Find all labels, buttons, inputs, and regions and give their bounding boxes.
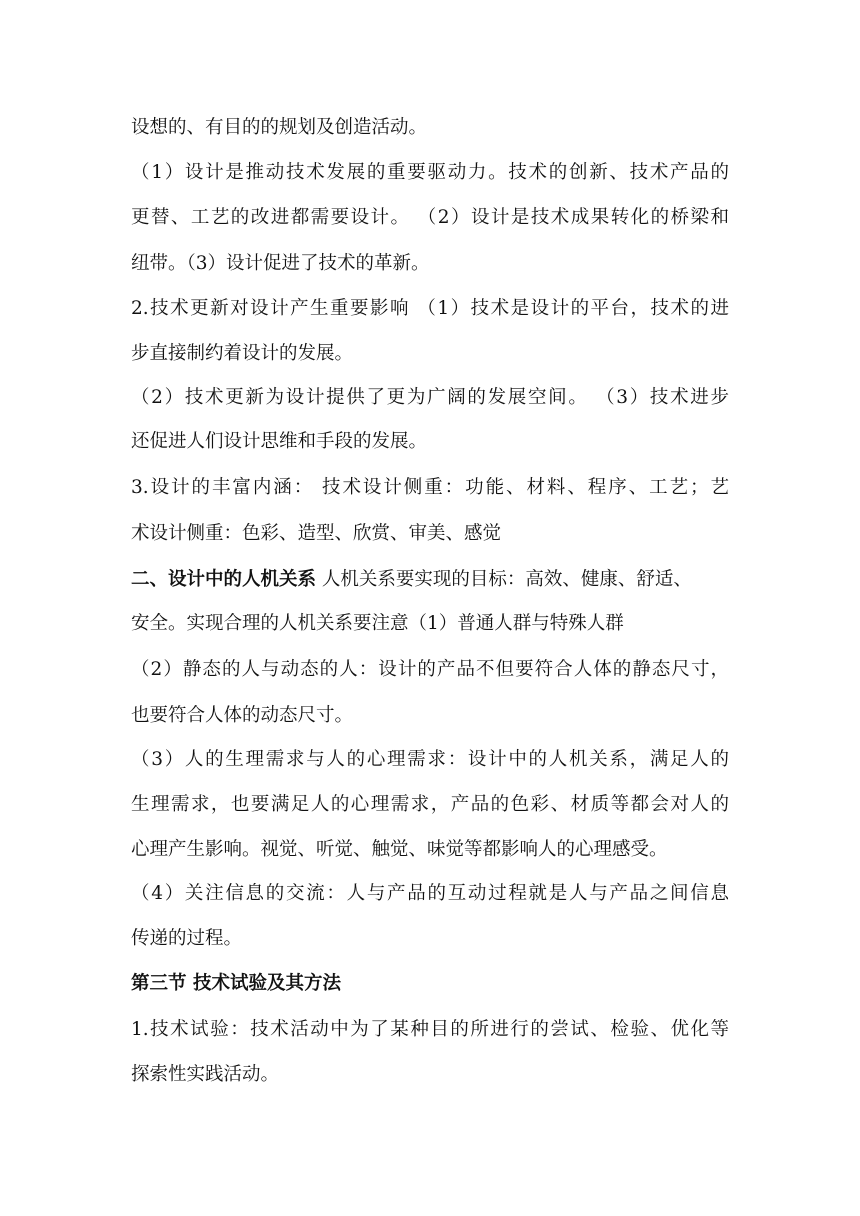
text-line: 步直接制约着设计的发展。 [131,343,354,364]
text-line: （2）静态的人与动态的人：设计的产品不但要符合人体的静态尺寸， [131,659,729,680]
section-heading-line [131,566,729,594]
text-line: （1）设计是推动技术发展的重要驱动力。技术的创新、技术产品的 [131,162,729,183]
text-line: 更替、工艺的改进都需要设计。 （2）设计是技术成果转化的桥梁和 [131,207,729,228]
text-line: （3）人的生理需求与人的心理需求：设计中的人机关系，满足人的 [131,749,729,770]
text-line: 还促进人们设计思维和手段的发展。 [131,431,428,452]
text-line: 也要符合人体的动态尺寸。 [131,705,354,726]
text-line: 安全。实现合理的人机关系要注意（1）普通人群与特殊人群 [131,613,624,634]
text-line: 设想的、有目的的规划及创造活动。 [131,117,428,138]
text-span: 人机关系要实现的目标：高效、健康、舒适、 [316,569,692,590]
text-line: 术设计侧重：色彩、造型、欣赏、审美、感觉 [131,523,502,544]
text-line: 纽带。（3）设计促进了技术的革新。 [131,253,430,274]
section-heading: 二、设计中的人机关系 [131,569,317,590]
text-line: （2）技术更新为设计提供了更为广阔的发展空间。 （3）技术进步 [131,387,729,408]
text-line: 生理需求，也要满足人的心理需求，产品的色彩、材质等都会对人的 [131,794,729,815]
text-line: 心理产生影响。视觉、听觉、触觉、味觉等都影响人的心理感受。 [131,839,668,860]
text-line: 传递的过程。 [131,928,243,949]
section-heading: 第三节 技术试验及其方法 [131,973,341,994]
text-line: 1.技术试验：技术活动中为了某种目的所进行的尝试、检验、优化等 [131,1019,729,1040]
text-line: 3.设计的丰富内涵： 技术设计侧重：功能、材料、程序、工艺；艺 [131,477,729,498]
text-line: 2.技术更新对设计产生重要影响 （1）技术是设计的平台，技术的进 [131,298,729,319]
text-line: （4）关注信息的交流：人与产品的互动过程就是人与产品之间信息 [131,883,729,904]
text-line: 探索性实践活动。 [131,1064,280,1085]
